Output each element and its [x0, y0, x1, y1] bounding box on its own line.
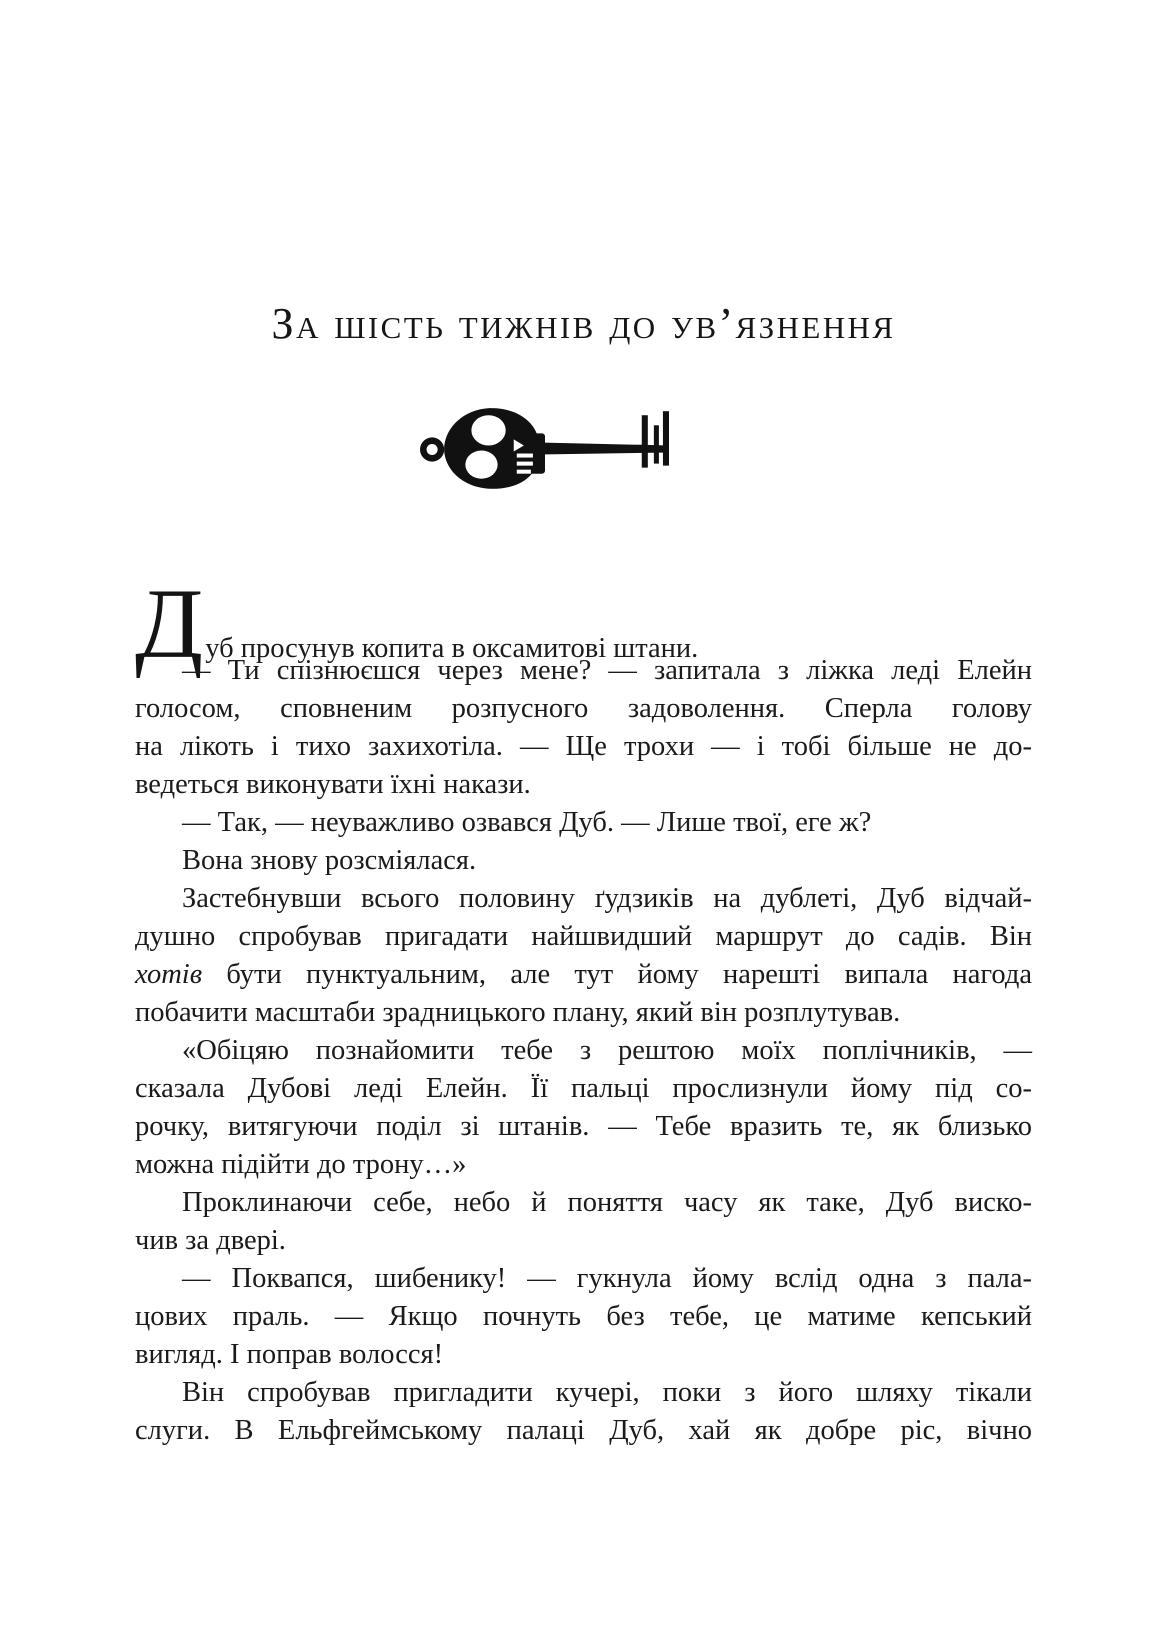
- text-line: душно спробував пригадати найшвидший маршрут до садів. Він: [135, 921, 1032, 952]
- text-line: Він спробував пригладити кучері, поки з його шляху тікали: [182, 1377, 1032, 1408]
- text-line: чив за двері.: [135, 1225, 286, 1256]
- skeleton-key-icon: [420, 406, 670, 494]
- text-line: слуги. В Ельфгеймському палаці Дуб, хай як добре ріс, вічно: [135, 1415, 1032, 1446]
- text-line: — Ти спізнюєшся через мене? — запитала з ліжка леді Елейн: [182, 655, 1032, 686]
- chapter-body: [135, 568, 1032, 1450]
- text-line: побачити масштаби зрадницького плану, який він розплутував.: [135, 997, 901, 1028]
- paragraph: [135, 880, 1032, 1032]
- text-line: голосом, сповненим розпусного задоволення. Сперла голову: [135, 693, 1032, 724]
- text-line: — Так, — неуважливо озвався Дуб. — Лише твої, еге ж?: [182, 807, 872, 838]
- paragraph: [135, 1374, 1032, 1450]
- text-line: рочку, витягуючи поділ зі штанів. — Тебе вразить те, як близько: [135, 1111, 1032, 1142]
- drop-cap: Д: [135, 568, 206, 679]
- text-line: Дуб просунув копита в оксамитові штани.: [135, 568, 699, 679]
- text-line: [135, 956, 1032, 994]
- text-line: — Поквапся, шибенику! — гукнула йому вслід одна з пала-: [182, 1263, 1032, 1294]
- plain-text: бути пунктуальним, але тут йому нарешті випала нагода: [202, 959, 1032, 990]
- paragraph: [135, 1032, 1032, 1184]
- text-line: Проклинаючи себе, небо й поняття часу як таке, Дуб виско-: [182, 1187, 1032, 1218]
- paragraph: [135, 1184, 1032, 1260]
- paragraph: [135, 652, 1032, 804]
- chapter-heading: За шість тижнів до ув’язнення: [271, 299, 896, 348]
- text-line: вигляд. І поправ волосся!: [135, 1339, 444, 1370]
- paragraph: [135, 1260, 1032, 1374]
- paragraph: [135, 842, 1032, 880]
- text-line: сказала Дубові леді Елейн. Її пальці прослизнули йому під со-: [135, 1073, 1032, 1104]
- text-line: ведеться виконувати їхні накази.: [135, 769, 531, 800]
- text-line: Вона знову розсміялася.: [182, 845, 477, 876]
- text-line: Застебнувши всього половину ґудзиків на дублеті, Дуб відчай-: [182, 883, 1032, 914]
- paragraph: [135, 804, 1032, 842]
- text-line: цових праль. — Якщо почнуть без тебе, це матиме кепський: [135, 1301, 1032, 1332]
- text-line: «Обіцяю познайомити тебе з рештою моїх поплічників, —: [182, 1035, 1032, 1066]
- text-line: на лікоть і тихо захихотіла. — Ще трохи — і тобі більше не до-: [135, 731, 1032, 762]
- text-line: можна підійти до трону…»: [135, 1149, 467, 1180]
- italic-text: хотів: [135, 959, 203, 990]
